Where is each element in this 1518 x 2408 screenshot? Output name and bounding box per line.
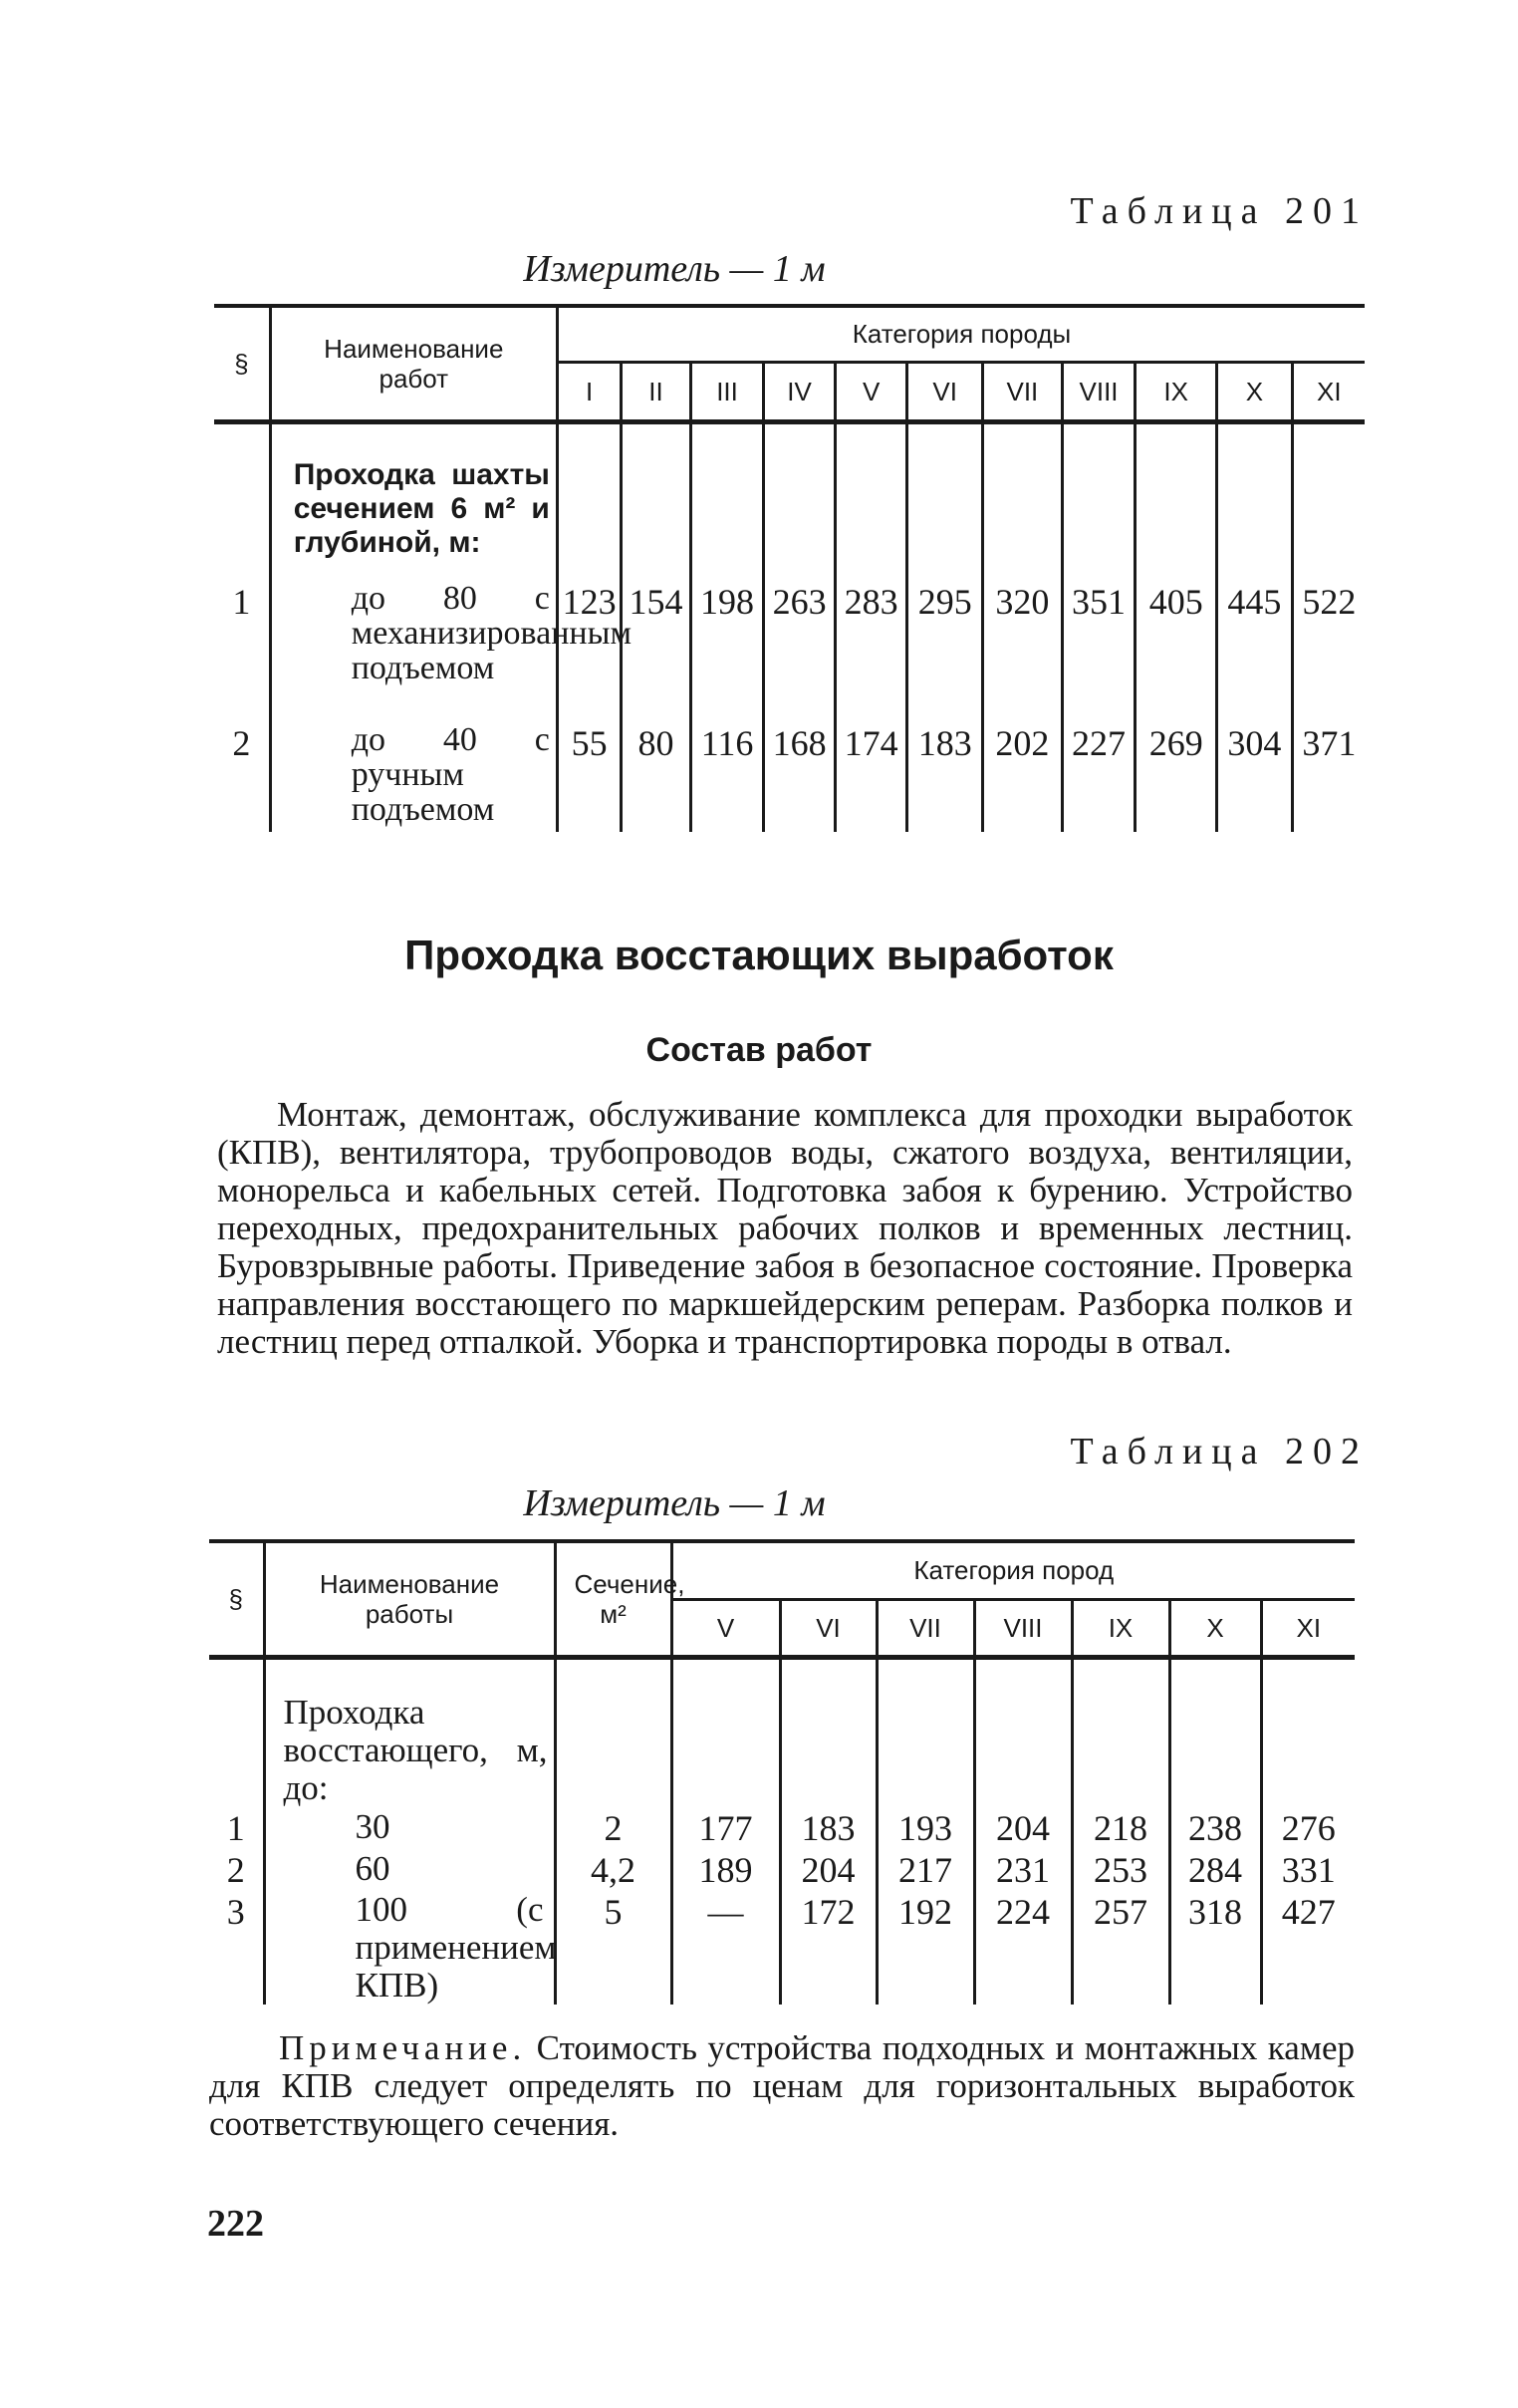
t201-row-1-val-i: 123 bbox=[557, 581, 621, 722]
t201-cat-x: X bbox=[1217, 362, 1293, 421]
t201-cat-xi: XI bbox=[1292, 362, 1365, 421]
t202-row-3-val-xi: 427 bbox=[1261, 1891, 1355, 2005]
t201-header-num: § bbox=[214, 306, 270, 421]
t201-header-category: Категория породы bbox=[557, 306, 1365, 362]
t202-row-2-val-vi: 204 bbox=[780, 1849, 877, 1891]
t201-row-1-val-iii: 198 bbox=[690, 581, 764, 722]
t201-row-2-name: до 40 с ручным подъемом bbox=[351, 721, 550, 828]
t201-row-1-val-vi: 295 bbox=[907, 581, 983, 722]
t201-row-1-val-iv: 263 bbox=[764, 581, 836, 722]
t202-row-2-val-x: 284 bbox=[1169, 1849, 1261, 1891]
table-201 bbox=[214, 304, 1365, 832]
t201-row-1-val-vii: 320 bbox=[983, 581, 1063, 722]
t202-cat-ix: IX bbox=[1072, 1599, 1169, 1657]
table-202-label: Таблица 202 bbox=[1070, 1431, 1369, 1472]
t201-row-2-val-vi: 183 bbox=[907, 722, 983, 832]
section-title: Проходка восстающих выработок bbox=[404, 932, 1114, 978]
t202-row-3-val-viii: 224 bbox=[974, 1891, 1072, 2005]
t201-group-title: Проходка шахты сечением 6 м² и глубиной, м: bbox=[293, 457, 550, 559]
t201-cat-ii: II bbox=[622, 362, 690, 421]
t202-header-section: Сечение, м² bbox=[555, 1541, 671, 1657]
note-lead: Примечание. bbox=[279, 2028, 527, 2067]
t202-cat-vii: VII bbox=[877, 1599, 974, 1657]
t201-cat-iii: III bbox=[690, 362, 764, 421]
t201-row-2 bbox=[214, 722, 1365, 832]
t201-row-1 bbox=[214, 581, 1365, 722]
page-number: 222 bbox=[207, 2203, 264, 2245]
t202-header-name: Наименование работы bbox=[264, 1541, 555, 1657]
t201-cat-vii: VII bbox=[983, 362, 1063, 421]
t201-row-2-val-vii: 202 bbox=[983, 722, 1063, 832]
table-201-measure-text: Измеритель — 1 м bbox=[523, 248, 826, 290]
t202-row-3-val-ix: 257 bbox=[1072, 1891, 1169, 2005]
t202-row-2-val-xi: 331 bbox=[1261, 1849, 1355, 1891]
t202-header-category: Категория пород bbox=[671, 1541, 1355, 1599]
t202-row-3-name: 100 (с применением КПВ) bbox=[264, 1891, 555, 2005]
t201-row-2-val-x: 304 bbox=[1217, 722, 1293, 832]
table-201-measure bbox=[0, 247, 1518, 291]
t201-row-2-val-ix: 269 bbox=[1136, 722, 1217, 832]
t201-row-1-val-ix: 405 bbox=[1136, 581, 1217, 722]
t201-row-1-val-ii: 154 bbox=[622, 581, 690, 722]
t201-row-1-val-v: 283 bbox=[835, 581, 907, 722]
t201-cat-vi: VI bbox=[907, 362, 983, 421]
t202-row-2-val-viii: 231 bbox=[974, 1849, 1072, 1891]
t201-row-2-val-ii: 80 bbox=[622, 722, 690, 832]
t201-row-2-val-i: 55 bbox=[557, 722, 621, 832]
t202-row-1-val-vii: 193 bbox=[877, 1807, 974, 1849]
table-202 bbox=[209, 1539, 1355, 2005]
note-text: Стоимость устройства подходных и монтажных камер для КПВ следует определять по ценам для горизонтальных выработок соответствующего сечения. bbox=[209, 2028, 1355, 2143]
t201-cat-i: I bbox=[557, 362, 621, 421]
t201-row-1-name: до 80 с механизированным подъемом bbox=[351, 580, 632, 686]
t202-row-3-val-x: 318 bbox=[1169, 1891, 1261, 2005]
table-202-measure bbox=[0, 1481, 1518, 1525]
t201-row-2-val-viii: 227 bbox=[1062, 722, 1136, 832]
t201-cat-viii: VIII bbox=[1062, 362, 1136, 421]
t201-row-2-val-xi: 371 bbox=[1292, 722, 1365, 832]
t201-row-1-val-xi: 522 bbox=[1292, 581, 1365, 722]
t202-row-3-val-vi: 172 bbox=[780, 1891, 877, 2005]
section-text: Монтаж, демонтаж, обслуживание комплекса для проходки выработок (КПВ), вентилятора, трубопроводов воды, сжатого воздуха, вентиляции, монорельса и кабельных сетей. Подготовка забоя к бурению. Устройство переходных, предохранительных рабочих полков и временных лестниц. Буровзрывные работы. Приведение забоя в безопасное состояние. Проверка направления восстающего по маркшейдерским реперам. Разборка полков и лестниц перед отпалкой. Уборка и транспортировка породы в отвал. bbox=[217, 1095, 1353, 1361]
t201-header-name: Наименование работ bbox=[270, 306, 557, 421]
t202-header-num: § bbox=[209, 1541, 264, 1657]
t202-row-1-val-viii: 204 bbox=[974, 1807, 1072, 1849]
t202-group-title: Проходка восстающего, м, до: bbox=[283, 1692, 548, 1807]
t202-row-1-val-vi: 183 bbox=[780, 1807, 877, 1849]
t202-row-2-val-v: 189 bbox=[671, 1849, 780, 1891]
t202-row-1 bbox=[209, 1807, 1355, 1849]
t202-row-3-val-v: — bbox=[671, 1891, 780, 2005]
t202-row-1-section: 2 bbox=[555, 1807, 671, 1849]
t202-cat-viii: VIII bbox=[974, 1599, 1072, 1657]
t202-row-3-num: 3 bbox=[226, 1891, 245, 1932]
note bbox=[209, 2029, 1355, 2143]
t201-cat-v: V bbox=[835, 362, 907, 421]
t202-row-2-section: 4,2 bbox=[555, 1849, 671, 1891]
table-202-measure-text: Измеритель — 1 м bbox=[523, 1482, 826, 1524]
t202-row-1-num: 1 bbox=[226, 1807, 245, 1848]
t202-row-2 bbox=[209, 1849, 1355, 1891]
t202-cat-x: X bbox=[1169, 1599, 1261, 1657]
t202-row-3-section: 5 bbox=[555, 1891, 671, 2005]
t202-row-1-val-x: 238 bbox=[1169, 1807, 1261, 1849]
section-subtitle: Состав работ bbox=[645, 1031, 873, 1069]
t201-row-2-val-v: 174 bbox=[835, 722, 907, 832]
t201-row-2-num: 2 bbox=[232, 723, 251, 763]
t201-row-1-num: 1 bbox=[232, 582, 251, 622]
t201-cat-iv: IV bbox=[764, 362, 836, 421]
t201-row-2-val-iii: 116 bbox=[690, 722, 764, 832]
t202-row-3-val-vii: 192 bbox=[877, 1891, 974, 2005]
t201-row-2-val-iv: 168 bbox=[764, 722, 836, 832]
t202-cat-xi: XI bbox=[1261, 1599, 1355, 1657]
t201-cat-ix: IX bbox=[1136, 362, 1217, 421]
t202-row-2-val-vii: 217 bbox=[877, 1849, 974, 1891]
t202-row-3 bbox=[209, 1891, 1355, 2005]
table-201-label: Таблица 201 bbox=[1070, 190, 1369, 232]
t201-row-1-val-viii: 351 bbox=[1062, 581, 1136, 722]
t202-row-1-val-ix: 218 bbox=[1072, 1807, 1169, 1849]
t202-row-2-val-ix: 253 bbox=[1072, 1849, 1169, 1891]
t202-row-1-val-xi: 276 bbox=[1261, 1807, 1355, 1849]
t202-row-2-num: 2 bbox=[226, 1849, 245, 1890]
t202-row-1-name: 30 bbox=[264, 1807, 555, 1849]
t202-cat-vi: VI bbox=[780, 1599, 877, 1657]
t201-row-1-val-x: 445 bbox=[1217, 581, 1293, 722]
t202-row-2-name: 60 bbox=[264, 1849, 555, 1891]
t202-cat-v: V bbox=[671, 1599, 780, 1657]
t202-row-1-val-v: 177 bbox=[671, 1807, 780, 1849]
